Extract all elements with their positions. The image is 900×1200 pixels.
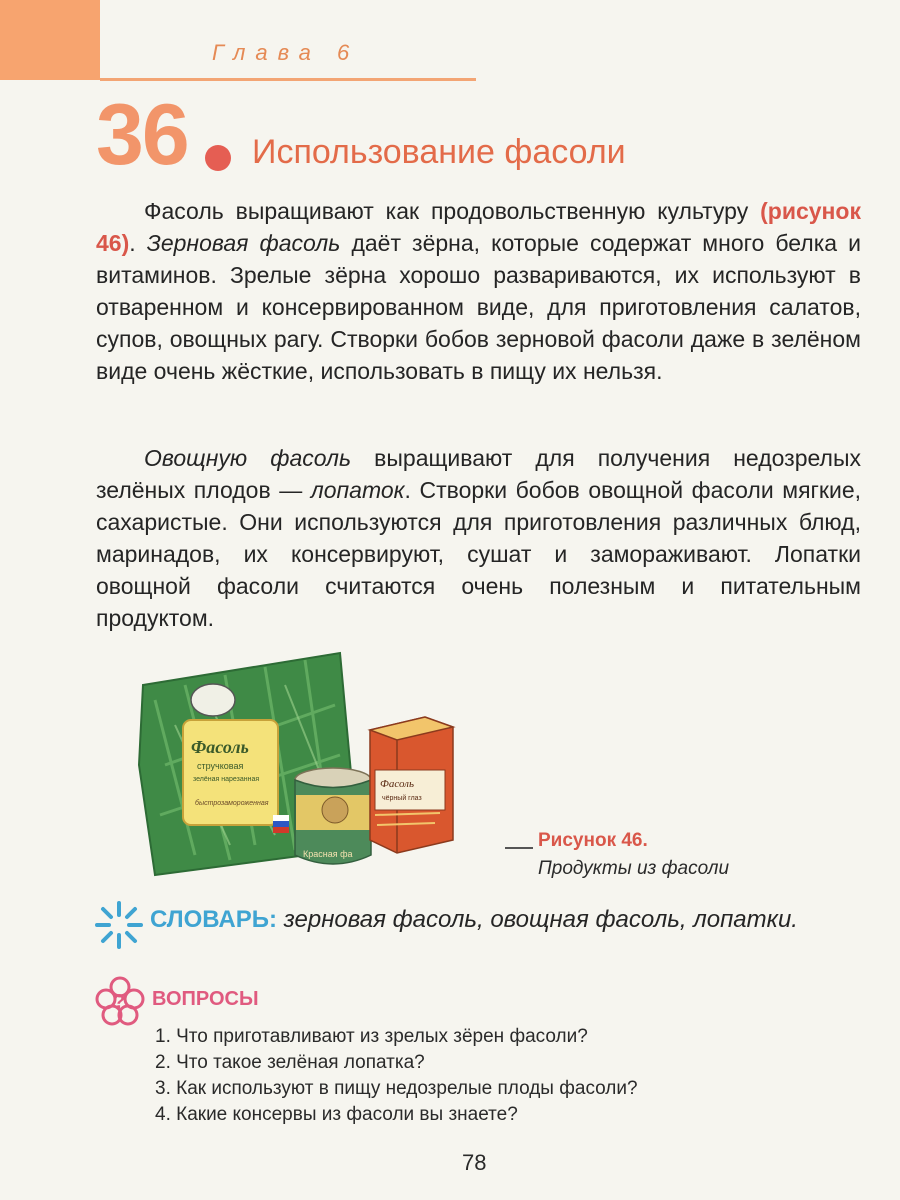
bag-sub2-text: зелёная нарезанная	[193, 776, 260, 783]
p1-text-1: Фасоль выращивают как продовольственную культуру	[144, 198, 761, 224]
vocabulary-terms: зерновая фасоль, овощная фасоль, лопатки.	[276, 906, 798, 933]
vocabulary-snowflake-icon	[94, 900, 144, 950]
bag-sub1-text: стручковая	[197, 761, 244, 771]
bag-note-text: быстрозамороженная	[195, 800, 269, 807]
bean-box	[370, 717, 453, 853]
term-pods: лопаток	[310, 477, 405, 503]
chapter-rule	[100, 78, 476, 81]
p1-text-3: даёт зёрна, которые содержат много белка и витаминов. Зрелые зёрна хорошо развариваются, их используют в отваренном и консервированном виде, для приготовления салатов, супов, овощных рагу. Створки бобов зерновой фасоли даже в зелёном виде очень жёсткие, использовать в пищу их нельзя.	[96, 230, 862, 384]
section-title: Использование фасоли	[252, 133, 626, 171]
question-item: 3. Как используют в пищу недозрелые плоды фасоли?	[155, 1078, 638, 1099]
question-item: 4. Какие консервы из фасоли вы знаете?	[155, 1104, 518, 1125]
figure-reference: (рисунок 46)	[96, 198, 861, 256]
bean-products-illustration	[135, 645, 515, 880]
term-grain-bean: Зерновая фасоль	[146, 230, 341, 256]
vocabulary-block	[150, 905, 865, 935]
section-dot	[205, 145, 231, 171]
questions-icon	[94, 975, 146, 1027]
p2-text-2: . Створки бобов овощной фасоли мягкие, сахаристые. Они используются для приготовления различных блюд, маринадов, их консервируют, сушат и замораживают. Лопатки овощной фасоли считаются очень полезным и питательным продуктом.	[96, 477, 862, 631]
figure-caption-line	[505, 847, 533, 849]
box-brand-text: Фасоль	[380, 778, 414, 790]
chapter-label: Глава 6	[212, 40, 360, 65]
box-sub-text: чёрный глаз	[382, 795, 422, 802]
question-item: 1. Что приготавливают из зрелых зёрен фасоли?	[155, 1026, 588, 1047]
questions-header: ВОПРОСЫ	[152, 988, 259, 1010]
question-item: 2. Что такое зелёная лопатка?	[155, 1052, 425, 1073]
vocabulary-label: СЛОВАРЬ:	[150, 906, 277, 933]
p1-text-2: .	[129, 230, 147, 256]
canned-beans	[295, 768, 371, 864]
page-number: 78	[462, 1150, 487, 1175]
paragraph-2	[96, 442, 861, 634]
svg-text:?: ?	[113, 991, 126, 1013]
term-vegetable-bean: Овощную фасоль	[144, 445, 352, 471]
p2-text-1: выращивают для получения недозрелых зелёных плодов —	[96, 445, 861, 503]
questions-list	[155, 1024, 638, 1128]
section-number: 36	[96, 87, 188, 183]
can-label-text: Красная фа	[303, 849, 353, 859]
bag-brand-text: Фасоль	[191, 737, 249, 757]
figure-caption-text: Продукты из фасоли	[538, 858, 730, 879]
chapter-corner-tab	[0, 0, 100, 80]
paragraph-1	[96, 195, 861, 387]
figure-caption-title: Рисунок 46.	[538, 830, 648, 851]
